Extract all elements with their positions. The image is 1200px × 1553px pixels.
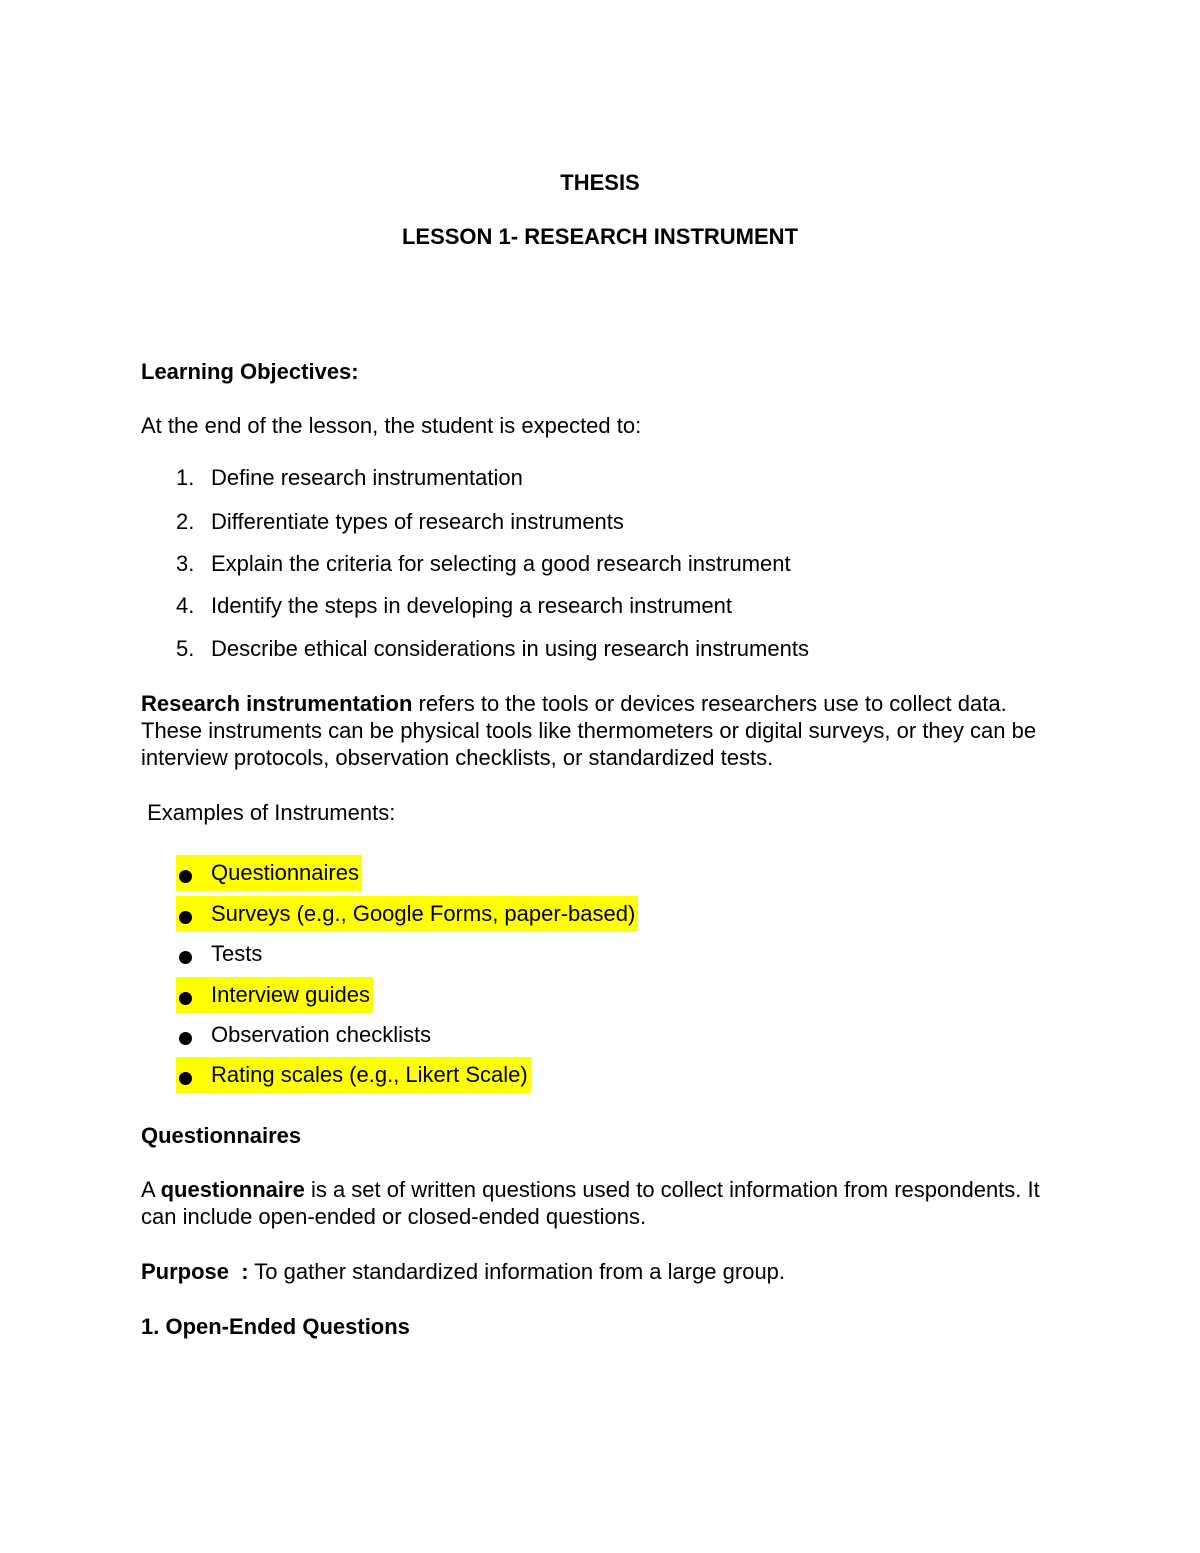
open-ended-heading: 1. Open-Ended Questions bbox=[141, 1314, 410, 1339]
purpose-line bbox=[141, 1258, 785, 1286]
definition-term: questionnaire bbox=[160, 1177, 305, 1202]
list-item bbox=[176, 936, 265, 972]
list-item-text: Surveys (e.g., Google Forms, paper-based) bbox=[211, 901, 636, 926]
objectives-intro: At the end of the lesson, the student is expected to: bbox=[141, 413, 642, 438]
list-item-text: Rating scales (e.g., Likert Scale) bbox=[211, 1062, 528, 1087]
list-item bbox=[176, 1057, 531, 1093]
bullet-icon bbox=[176, 1017, 211, 1053]
definition-text: is a set of written questions used to collect information from respondents. It can include open-ended or closed-ended questions. bbox=[141, 1177, 1040, 1229]
list-item bbox=[176, 855, 362, 891]
purpose-label: Purpose : bbox=[141, 1259, 249, 1284]
list-item bbox=[176, 977, 373, 1013]
lesson-title: LESSON 1- RESEARCH INSTRUMENT bbox=[401, 224, 799, 249]
definition-paragraph bbox=[141, 690, 1041, 771]
list-item: Identify the steps in developing a research instrument bbox=[211, 593, 732, 618]
list-item-number: 4. bbox=[176, 593, 195, 618]
list-item: Define research instrumentation bbox=[211, 465, 523, 490]
examples-heading: Examples of Instruments: bbox=[141, 800, 396, 825]
list-item: Describe ethical considerations in using research instruments bbox=[211, 636, 809, 661]
list-item-number: 2. bbox=[176, 509, 195, 534]
list-item-number: 1. bbox=[176, 465, 195, 490]
bullet-icon bbox=[176, 855, 211, 891]
questionnaire-definition bbox=[141, 1176, 1041, 1230]
list-item bbox=[176, 1017, 434, 1053]
bullet-icon bbox=[176, 936, 211, 972]
list-item-text: Questionnaires bbox=[211, 860, 359, 885]
bullet-icon bbox=[176, 896, 211, 932]
list-item-number: 5. bbox=[176, 636, 195, 661]
definition-term: Research instrumentation bbox=[141, 691, 413, 716]
bullet-icon bbox=[176, 1057, 211, 1093]
list-item-number: 3. bbox=[176, 551, 195, 576]
list-item bbox=[176, 896, 638, 932]
list-item: Differentiate types of research instruments bbox=[211, 509, 624, 534]
definition-text: refers to the tools or devices researchers use to collect data. These instruments can be physical tools like thermometers or digital surveys, or they can be interview protocols, observation checklists, or standardized tests. bbox=[141, 691, 1037, 770]
bullet-icon bbox=[176, 977, 211, 1013]
list-item-text: Interview guides bbox=[211, 982, 370, 1007]
document-title: THESIS bbox=[560, 170, 640, 195]
objectives-heading: Learning Objectives: bbox=[141, 359, 359, 384]
purpose-text: To gather standardized information from a large group. bbox=[248, 1259, 786, 1284]
list-item-text: Tests bbox=[211, 941, 263, 966]
questionnaires-heading: Questionnaires bbox=[141, 1123, 302, 1148]
list-item: Explain the criteria for selecting a good research instrument bbox=[211, 551, 791, 576]
definition-prefix: A bbox=[141, 1177, 161, 1202]
list-item-text: Observation checklists bbox=[211, 1022, 432, 1047]
